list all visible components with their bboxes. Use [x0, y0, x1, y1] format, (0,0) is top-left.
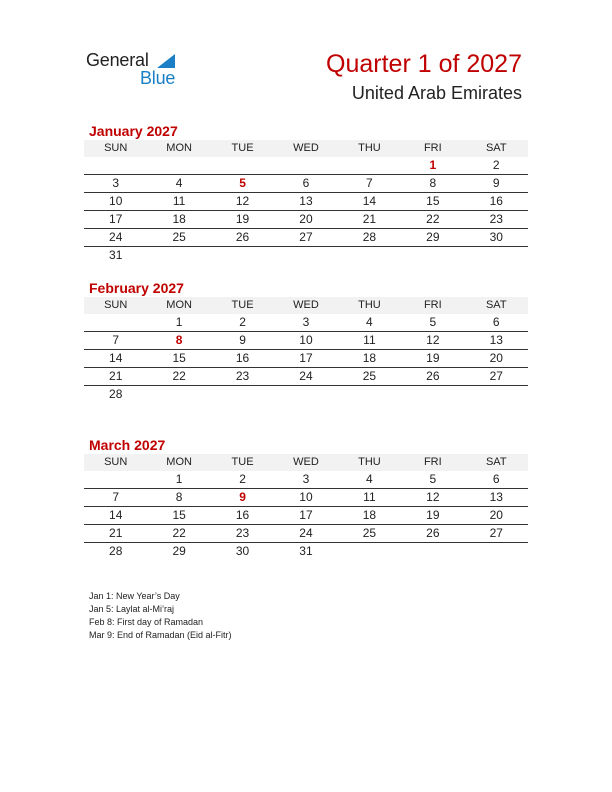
- day-cell: 9: [465, 175, 528, 193]
- day-cell: 11: [338, 332, 401, 350]
- day-cell: 11: [338, 489, 401, 507]
- empty-day-cell: [465, 386, 528, 404]
- day-cell: 3: [274, 314, 337, 332]
- day-cell: 24: [84, 229, 147, 247]
- empty-day-cell: [84, 314, 147, 332]
- weekday-header: SAT: [465, 297, 528, 314]
- week-row: [84, 229, 528, 247]
- day-cell: 30: [235, 544, 250, 558]
- day-cell: 12: [401, 332, 464, 350]
- day-cell: 14: [338, 193, 401, 211]
- week-row: [84, 314, 528, 332]
- holiday-note: Jan 1: New Year’s Day: [89, 591, 180, 601]
- calendar-grid: [84, 297, 528, 403]
- day-cell: 23: [211, 525, 274, 543]
- week-row: [84, 368, 528, 386]
- day-cell: 14: [84, 350, 147, 368]
- logo: [86, 50, 196, 92]
- day-cell: 19: [401, 350, 464, 368]
- day-cell: 21: [84, 368, 147, 386]
- day-cell: 15: [401, 193, 464, 211]
- day-cell: 27: [465, 368, 528, 386]
- empty-day-cell: [465, 543, 528, 561]
- week-row: [84, 386, 528, 404]
- week-row: [84, 247, 528, 265]
- day-cell: 4: [338, 471, 401, 489]
- weekday-header: SAT: [465, 454, 528, 471]
- month-title: March 2027: [89, 437, 166, 453]
- weekday-header: SUN: [84, 297, 147, 314]
- empty-day-cell: [147, 386, 210, 404]
- day-cell: 10: [274, 332, 337, 350]
- day-cell: 16: [211, 507, 274, 525]
- empty-day-cell: [274, 386, 337, 404]
- holiday-note: Jan 5: Laylat al-Mi’raj: [89, 604, 175, 614]
- empty-day-cell: [401, 543, 464, 561]
- empty-day-cell: [211, 247, 274, 265]
- day-cell: 9: [211, 489, 274, 507]
- weekday-header: TUE: [211, 454, 274, 471]
- weekday-header: THU: [338, 297, 401, 314]
- day-cell: 25: [338, 368, 401, 386]
- calendar-grid: [84, 140, 528, 264]
- empty-day-cell: [211, 157, 274, 175]
- weekday-header: SUN: [84, 140, 147, 157]
- weekday-header: SUN: [84, 454, 147, 471]
- week-row: [84, 507, 528, 525]
- day-cell: 8: [147, 489, 210, 507]
- day-cell: 8: [401, 175, 464, 193]
- month-block-january: [84, 122, 528, 264]
- day-cell: 21: [84, 525, 147, 543]
- day-cell: 18: [147, 211, 210, 229]
- month-title: January 2027: [89, 123, 178, 139]
- weekday-header: FRI: [401, 454, 464, 471]
- week-row: [84, 471, 528, 489]
- weekday-header: MON: [147, 140, 210, 157]
- day-cell: 5: [211, 175, 274, 193]
- empty-day-cell: [401, 386, 464, 404]
- day-cell: 2: [211, 471, 274, 489]
- month-title: February 2027: [89, 280, 184, 296]
- holiday-notes: [89, 590, 232, 642]
- day-cell: 21: [338, 211, 401, 229]
- day-cell: 29: [401, 229, 464, 247]
- day-cell: 26: [401, 368, 464, 386]
- day-cell: 7: [338, 175, 401, 193]
- weekday-header: THU: [338, 140, 401, 157]
- empty-day-cell: [84, 471, 147, 489]
- logo-text-general: General: [86, 50, 149, 70]
- weekday-header: FRI: [401, 140, 464, 157]
- day-cell: 23: [211, 368, 274, 386]
- week-row: [84, 489, 528, 507]
- day-cell: 13: [274, 193, 337, 211]
- day-cell: 14: [84, 507, 147, 525]
- week-row: [84, 193, 528, 211]
- day-cell: 22: [147, 368, 210, 386]
- page-title: Quarter 1 of 2027: [326, 50, 522, 78]
- day-cell: 29: [172, 544, 186, 558]
- day-cell: 27: [465, 525, 528, 543]
- day-cell: 22: [401, 211, 464, 229]
- day-cell: 1: [147, 471, 210, 489]
- day-cell: 13: [465, 332, 528, 350]
- day-cell: 3: [84, 175, 147, 193]
- day-cell: 5: [401, 471, 464, 489]
- weekday-header: TUE: [211, 297, 274, 314]
- day-cell: 5: [401, 314, 464, 332]
- week-row: [84, 211, 528, 229]
- month-block-march: [84, 436, 528, 560]
- day-cell: 3: [274, 471, 337, 489]
- empty-day-cell: [338, 157, 401, 175]
- day-cell: 18: [338, 507, 401, 525]
- holiday-note: Mar 9: End of Ramadan (Eid al-Fitr): [89, 630, 232, 640]
- empty-day-cell: [274, 157, 337, 175]
- day-cell: 20: [465, 350, 528, 368]
- holiday-note: Feb 8: First day of Ramadan: [89, 617, 204, 627]
- week-row: [84, 525, 528, 543]
- empty-day-cell: [338, 386, 401, 404]
- day-cell: 2: [211, 314, 274, 332]
- day-cell: 26: [211, 229, 274, 247]
- day-cell: 15: [147, 350, 210, 368]
- day-cell: 6: [465, 471, 528, 489]
- day-cell: 15: [147, 507, 210, 525]
- empty-day-cell: [147, 247, 210, 265]
- day-cell: 6: [465, 314, 528, 332]
- empty-day-cell: [338, 543, 401, 561]
- empty-day-cell: [147, 157, 210, 175]
- day-cell: 10: [274, 489, 337, 507]
- weekday-header: WED: [274, 297, 337, 314]
- day-cell: 26: [401, 525, 464, 543]
- day-cell: 20: [274, 211, 337, 229]
- logo-text-blue: Blue: [140, 68, 176, 88]
- day-cell: 1: [147, 314, 210, 332]
- day-cell: 28: [338, 229, 401, 247]
- week-row: [84, 175, 528, 193]
- day-cell: 18: [338, 350, 401, 368]
- day-cell: 11: [147, 193, 210, 211]
- day-cell: 19: [401, 507, 464, 525]
- day-cell: 2: [465, 157, 528, 175]
- week-row: [84, 332, 528, 350]
- day-cell: 16: [211, 350, 274, 368]
- day-cell: 20: [465, 507, 528, 525]
- day-cell: 30: [465, 229, 528, 247]
- weekday-header: WED: [274, 140, 337, 157]
- day-cell: 8: [147, 332, 210, 350]
- day-cell: 19: [211, 211, 274, 229]
- day-cell: 23: [465, 211, 528, 229]
- weekday-header: SAT: [465, 140, 528, 157]
- day-cell: 16: [465, 193, 528, 211]
- week-row: [84, 157, 528, 175]
- empty-day-cell: [211, 386, 274, 404]
- day-cell: 17: [84, 211, 147, 229]
- day-cell: 25: [338, 525, 401, 543]
- empty-day-cell: [465, 247, 528, 265]
- empty-day-cell: [401, 247, 464, 265]
- empty-day-cell: [84, 157, 147, 175]
- day-cell: 4: [147, 175, 210, 193]
- empty-day-cell: [338, 247, 401, 265]
- weekday-header: MON: [147, 454, 210, 471]
- page-subtitle: United Arab Emirates: [351, 83, 522, 103]
- day-cell: 25: [147, 229, 210, 247]
- logo-triangle-icon: [157, 54, 175, 68]
- day-cell: 28: [109, 544, 123, 558]
- week-row: [84, 543, 528, 561]
- day-cell: 10: [84, 193, 147, 211]
- day-cell: 12: [211, 193, 274, 211]
- weekday-header: MON: [147, 297, 210, 314]
- day-cell: 13: [465, 489, 528, 507]
- day-cell: 28: [109, 387, 123, 401]
- weekday-header: THU: [338, 454, 401, 471]
- day-cell: 31: [299, 544, 313, 558]
- weekday-header: FRI: [401, 297, 464, 314]
- week-row: [84, 350, 528, 368]
- empty-day-cell: [274, 247, 337, 265]
- day-cell: 4: [338, 314, 401, 332]
- weekday-header: WED: [274, 454, 337, 471]
- day-cell: 27: [274, 229, 337, 247]
- day-cell: 17: [274, 507, 337, 525]
- day-cell: 31: [109, 248, 123, 262]
- weekday-header: TUE: [211, 140, 274, 157]
- day-cell: 17: [274, 350, 337, 368]
- day-cell: 9: [211, 332, 274, 350]
- day-cell: 24: [274, 368, 337, 386]
- day-cell: 22: [147, 525, 210, 543]
- day-cell: 1: [401, 157, 464, 175]
- day-cell: 7: [84, 489, 147, 507]
- month-block-february: [84, 279, 528, 403]
- day-cell: 24: [274, 525, 337, 543]
- day-cell: 7: [84, 332, 147, 350]
- calendar-grid: [84, 454, 528, 560]
- day-cell: 12: [401, 489, 464, 507]
- day-cell: 6: [274, 175, 337, 193]
